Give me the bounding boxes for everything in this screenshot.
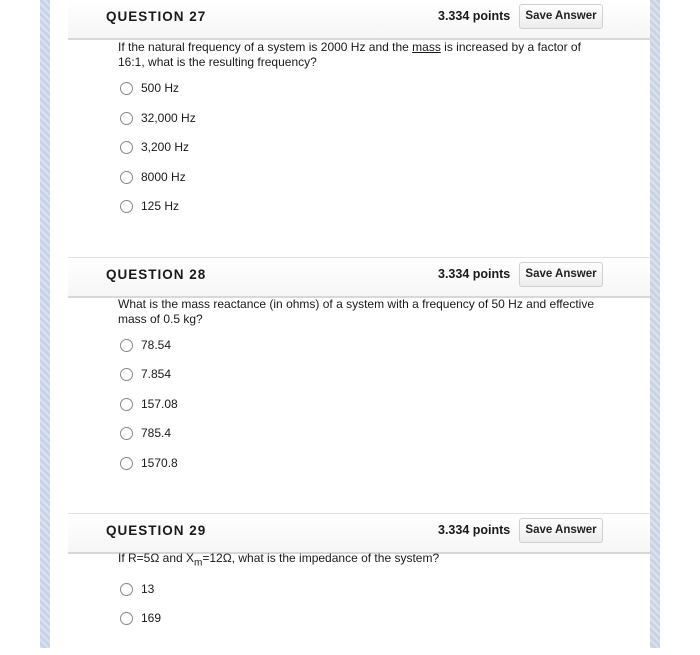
radio-button[interactable] — [120, 141, 133, 154]
radio-button[interactable] — [120, 171, 133, 184]
radio-button[interactable] — [120, 82, 133, 95]
option-label: 32,000 Hz — [141, 111, 196, 125]
radio-button[interactable] — [120, 583, 133, 596]
radio-button[interactable] — [120, 612, 133, 625]
option-label: 3,200 Hz — [141, 140, 190, 154]
option-label: 13 — [141, 582, 155, 596]
question-header — [68, 257, 650, 298]
option-label: 1570.8 — [141, 456, 178, 470]
question-27 — [68, 0, 650, 240]
question-header — [68, 0, 650, 40]
question-points: 3.334 points — [438, 523, 511, 537]
question-29 — [68, 513, 650, 648]
question-points: 3.334 points — [438, 9, 511, 23]
option-label: 8000 Hz — [141, 170, 186, 184]
radio-button[interactable] — [120, 200, 133, 213]
glossary-link-mass[interactable]: mass — [412, 40, 441, 54]
left-border-rail — [40, 0, 50, 648]
question-title: QUESTION 27 — [106, 9, 207, 24]
right-border-rail — [650, 0, 660, 648]
radio-button[interactable] — [120, 457, 133, 470]
option-label: 785.4 — [141, 426, 172, 440]
radio-button[interactable] — [120, 339, 133, 352]
question-header — [68, 513, 650, 554]
question-points: 3.334 points — [438, 267, 511, 281]
question-text: If the natural frequency of a system is 2000 Hz and the mass is increased by a factor of 16:1, what is the resulting frequency? — [118, 40, 581, 69]
radio-button[interactable] — [120, 112, 133, 125]
option-label: 78.54 — [141, 338, 172, 352]
save-answer-button[interactable]: Save Answer — [519, 262, 603, 287]
option-label: 7.854 — [141, 367, 172, 381]
radio-button[interactable] — [120, 398, 133, 411]
question-text: What is the mass reactance (in ohms) of a system with a frequency of 50 Hz and effective mass of 0.5 kg? — [118, 297, 594, 326]
save-answer-button[interactable]: Save Answer — [519, 518, 603, 543]
question-title: QUESTION 28 — [106, 267, 207, 282]
question-title: QUESTION 29 — [106, 523, 207, 538]
radio-button[interactable] — [120, 427, 133, 440]
save-answer-button[interactable]: Save Answer — [519, 4, 603, 29]
option-label: 500 Hz — [141, 81, 180, 95]
option-label: 125 Hz — [141, 199, 180, 213]
question-list — [50, 0, 650, 648]
question-text: If R=5Ω and $X_m=12\Omega$, what is the impedance of the system? — [118, 551, 440, 569]
option-label: 169 — [141, 611, 162, 625]
radio-button[interactable] — [120, 368, 133, 381]
option-label: 157.08 — [141, 397, 178, 411]
question-28 — [68, 257, 650, 497]
